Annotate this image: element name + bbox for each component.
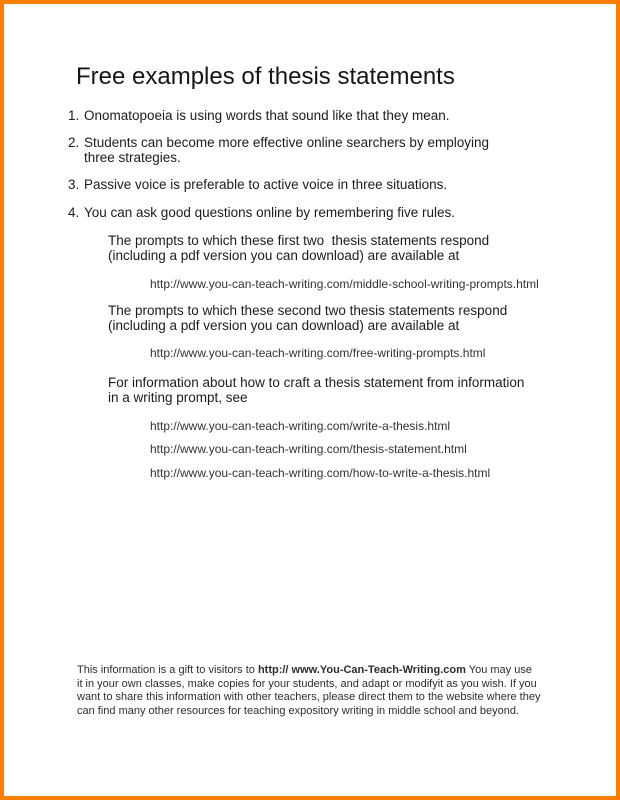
footer-line-2: it in your own classes, make copies for your students, and adapt or modifyit as you wish. If you [77,677,537,690]
footer-line-4: can find many other resources for teaching expository writing in middle school and beyond. [77,704,520,717]
list-item-number: 4. [68,205,80,220]
page-title: Free examples of thesis statements [76,63,455,90]
list-item-text: Passive voice is preferable to active voice in three situations. [84,177,448,192]
paragraph-first-prompts: The prompts to which these first two thesis statements respond (including a pdf version you can download) are available at [108,233,490,263]
url-thesis-statement: http://www.you-can-teach-writing.com/thesis-statement.html [150,442,467,456]
list-item-number: 1. [68,108,80,123]
footer-site-name: http:// www.You-Can-Teach-Writing.com [257,664,466,676]
paragraph-second-prompts: The prompts to which these second two thesis statements respond (including a pdf version you can download) are available at [108,303,508,333]
list-item-text: Students can become more effective online searchers by employing three strategies. [84,135,489,165]
footer-text-after: You may use [465,664,532,676]
footer-text-before: This information is a gift to visitors to [77,664,258,676]
list-item-4 [68,205,616,220]
list-item-text: You can ask good questions online by remembering five rules. [84,205,455,220]
list-item-1 [68,108,616,123]
url-middle-school-writing-prompts: http://www.you-can-teach-writing.com/middle-school-writing-prompts.html [150,277,539,291]
list-item-number: 3. [68,177,80,192]
url-free-writing-prompts: http://www.you-can-teach-writing.com/free-writing-prompts.html [150,346,486,360]
list-item-3 [68,177,616,192]
url-write-a-thesis: http://www.you-can-teach-writing.com/write-a-thesis.html [150,419,451,433]
url-how-to-write-a-thesis: http://www.you-can-teach-writing.com/how-to-write-a-thesis.html [150,466,491,480]
paragraph-craft-thesis: For information about how to craft a thesis statement from information in a writing prompt, see [108,375,525,405]
footer-line-1 [77,664,567,678]
list-item-number: 2. [68,135,80,150]
footer-note [77,664,567,718]
footer-line-3: want to share this information with other teachers, please direct them to the website where they [77,691,541,703]
list-item-text: Onomatopoeia is using words that sound like that they mean. [84,108,450,123]
list-item-2 [68,135,616,165]
